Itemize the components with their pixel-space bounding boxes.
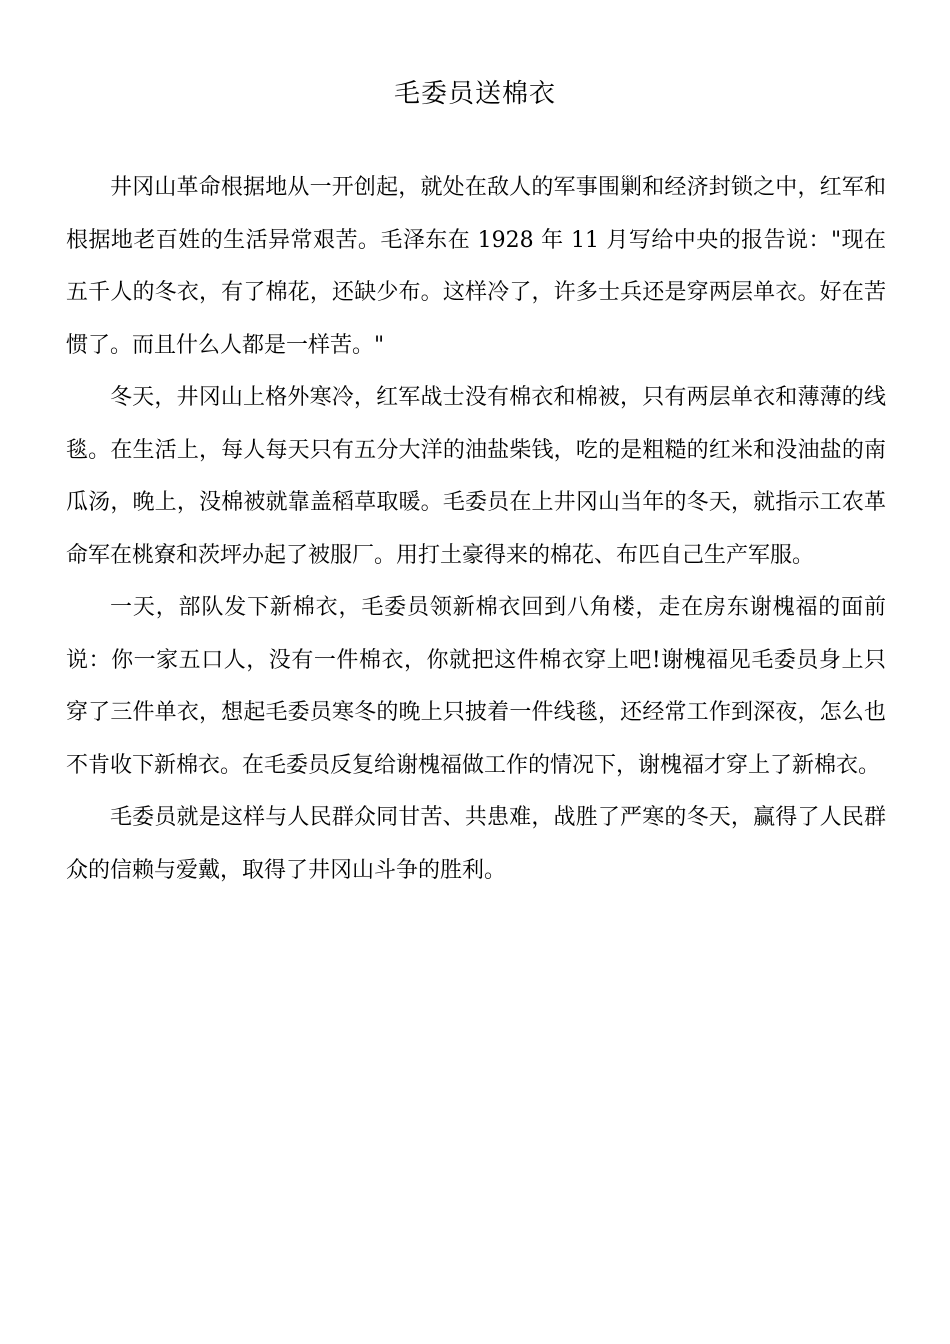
document-title: 毛委员送棉衣: [393, 79, 556, 109]
paragraph: 冬天，井冈山上格外寒冷，红军战士没有棉衣和棉被，只有两层单衣和薄薄的线毯。在生活上，每人每天只有五分大洋的油盐柴钱，吃的是粗糙的红米和没油盐的南瓜汤，晚上，没棉被就靠盖稻草取暖。毛委员在上井冈山当年的冬天，就指示工农革命军在桃寮和茨坪办起了被服厂。用打土豪得来的棉花、布匹自己生产军服。: [66, 385, 886, 568]
paragraph: 井冈山革命根据地从一开创起，就处在敌人的军事围剿和经济封锁之中，红军和根据地老百姓的生活异常艰苦。毛泽东在 1928 年 11 月写给中央的报告说："现在五千人的冬衣，有了棉花，还缺少布。这样冷了，许多士兵还是穿两层单衣。好在苦惯了。而且什么人都是一样苦。": [66, 175, 886, 358]
paragraph: 毛委员就是这样与人民群众同甘苦、共患难，战胜了严寒的冬天，赢得了人民群众的信赖与爱戴，取得了井冈山斗争的胜利。: [66, 805, 886, 883]
document-body: [66, 162, 886, 897]
paragraph: 一天，部队发下新棉衣，毛委员领新棉衣回到八角楼，走在房东谢槐福的面前说：你一家五口人，没有一件棉衣，你就把这件棉衣穿上吧!谢槐福见毛委员身上只穿了三件单衣，想起毛委员寒冬的晚上只披着一件线毯，还经常工作到深夜，怎么也不肯收下新棉衣。在毛委员反复给谢槐福做工作的情况下，谢槐福才穿上了新棉衣。: [66, 595, 886, 778]
